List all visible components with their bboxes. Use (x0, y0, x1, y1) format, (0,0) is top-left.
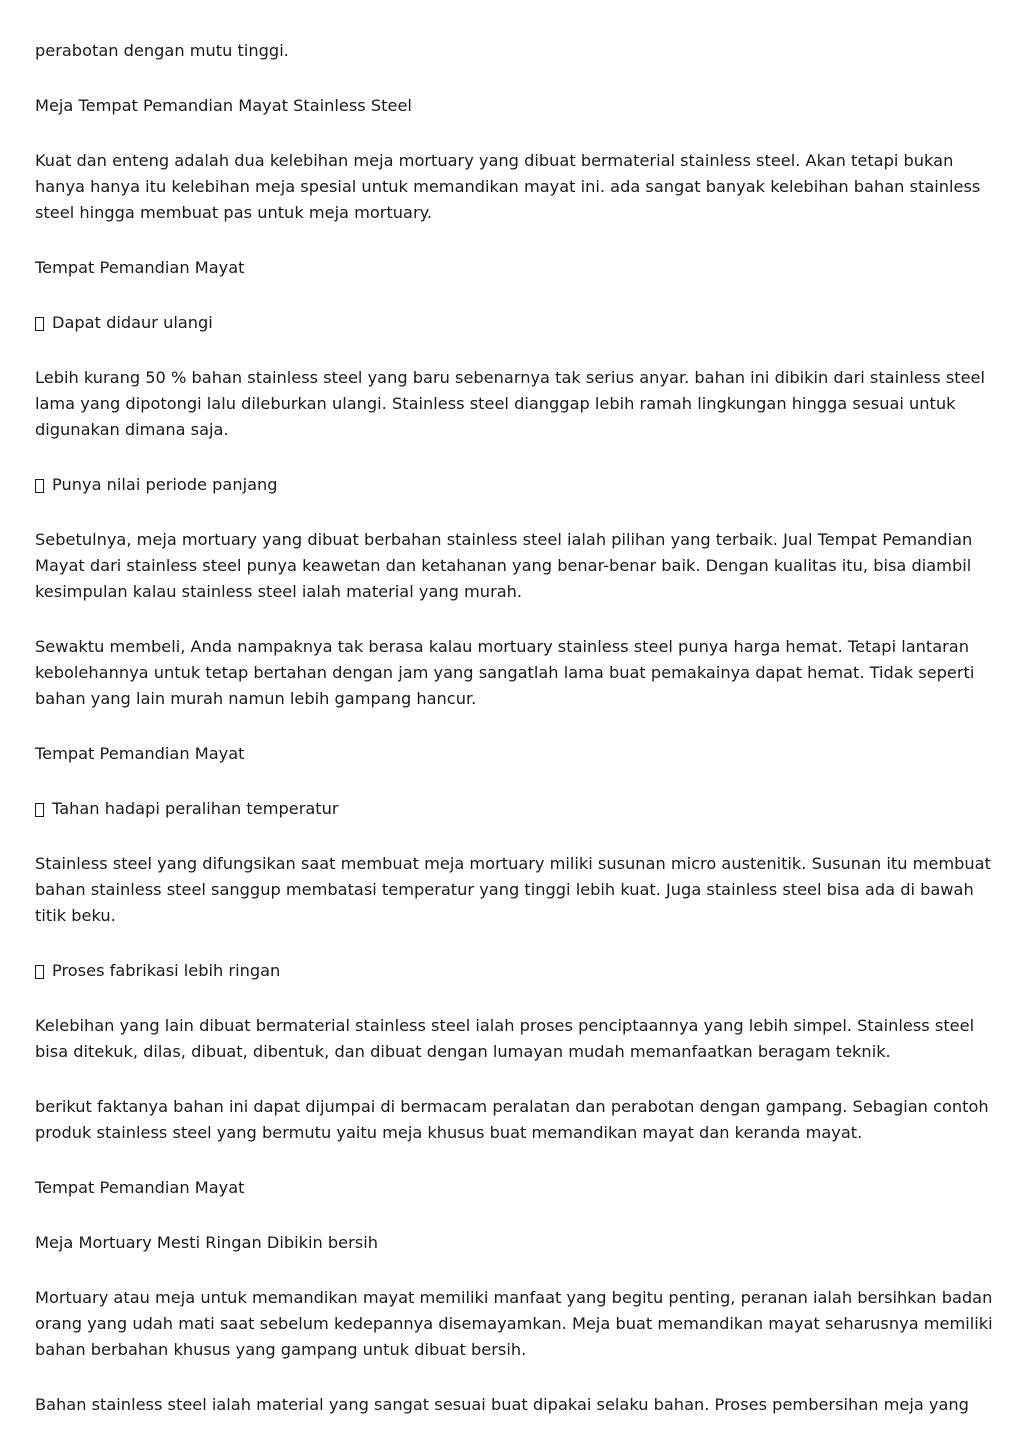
bullet-text: Dapat didaur ulangi (52, 313, 213, 332)
paragraph: Sewaktu membeli, Anda nampaknya tak berasa kalau mortuary stainless steel punya harga hemat. Tetapi lantaran kebolehannya untuk tetap bertahan dengan jam yang sangatlah lama buat pemakainya dapat hemat. Tidak seperti bahan yang lain murah namun lebih gampang hancur. (35, 637, 975, 708)
bullet-text: Proses fabrikasi lebih ringan (52, 961, 281, 980)
paragraph: Lebih kurang 50 % bahan stainless steel yang baru sebenarnya tak serius anyar. bahan ini dibikin dari stainless steel lama yang dipotongi lalu dileburkan ulangi. Stainless steel dianggap lebih ramah lingkungan hingga sesuai untuk digunakan dimana saja. (35, 368, 986, 439)
bullet-text: Punya nilai periode panjang (52, 475, 278, 494)
section-heading: Tempat Pemandian Mayat (35, 1178, 245, 1197)
paragraph: Mortuary atau meja untuk memandikan mayat memiliki manfaat yang begitu penting, peranan ialah bersihkan badan orang yang udah mati saat sebelum kedepannya disemayamkan. Meja buat memandikan mayat seharusnya memiliki bahan berbahan khusus yang gampang untuk dibuat bersih. (35, 1288, 993, 1359)
missing-glyph-icon (35, 479, 44, 493)
missing-glyph-icon (35, 965, 44, 979)
section-heading: Tempat Pemandian Mayat (35, 258, 245, 277)
document-body (35, 38, 995, 1447)
bullet-text: Tahan hadapi peralihan temperatur (52, 799, 339, 818)
paragraph: perabotan dengan mutu tinggi. (35, 41, 289, 60)
bullet-item (35, 796, 995, 822)
missing-glyph-icon (35, 803, 44, 817)
bullet-item (35, 310, 995, 336)
paragraph: Stainless steel yang difungsikan saat membuat meja mortuary miliki susunan micro austenitik. Susunan itu membuat bahan stainless steel sanggup membatasi temperatur yang tinggi lebih kuat. Juga stainless steel bisa ada di bawah titik beku. (35, 854, 991, 925)
bullet-item (35, 472, 995, 498)
missing-glyph-icon (35, 317, 44, 331)
paragraph: Sebetulnya, meja mortuary yang dibuat berbahan stainless steel ialah pilihan yang terbaik. Jual Tempat Pemandian Mayat dari stainless steel punya keawetan dan ketahanan yang benar-benar baik. Dengan kualitas itu, bisa diambil kesimpulan kalau stainless steel ialah material yang murah. (35, 530, 973, 601)
paragraph: Kuat dan enteng adalah dua kelebihan meja mortuary yang dibuat bermaterial stainless steel. Akan tetapi bukan hanya hanya itu kelebihan meja spesial untuk memandikan mayat ini. ada sangat banyak kelebihan bahan stainless steel hingga membuat pas untuk meja mortuary. (35, 151, 981, 222)
bullet-item (35, 958, 995, 984)
paragraph: Kelebihan yang lain dibuat bermaterial stainless steel ialah proses penciptaannya yang lebih simpel. Stainless steel bisa ditekuk, dilas, dibuat, dibentuk, dan dibuat dengan lumayan mudah memanfaatkan beragam teknik. (35, 1016, 975, 1061)
section-heading: Meja Mortuary Mesti Ringan Dibikin bersih (35, 1233, 378, 1252)
section-heading: Tempat Pemandian Mayat (35, 744, 245, 763)
paragraph: berikut faktanya bahan ini dapat dijumpai di bermacam peralatan dan perabotan dengan gampang. Sebagian contoh produk stainless steel yang bermutu yaitu meja khusus buat memandikan mayat dan keranda mayat. (35, 1097, 989, 1142)
section-heading: Meja Tempat Pemandian Mayat Stainless Steel (35, 96, 412, 115)
paragraph: Bahan stainless steel ialah material yang sangat sesuai buat dipakai selaku bahan. Proses pembersihan meja yang (35, 1395, 969, 1414)
